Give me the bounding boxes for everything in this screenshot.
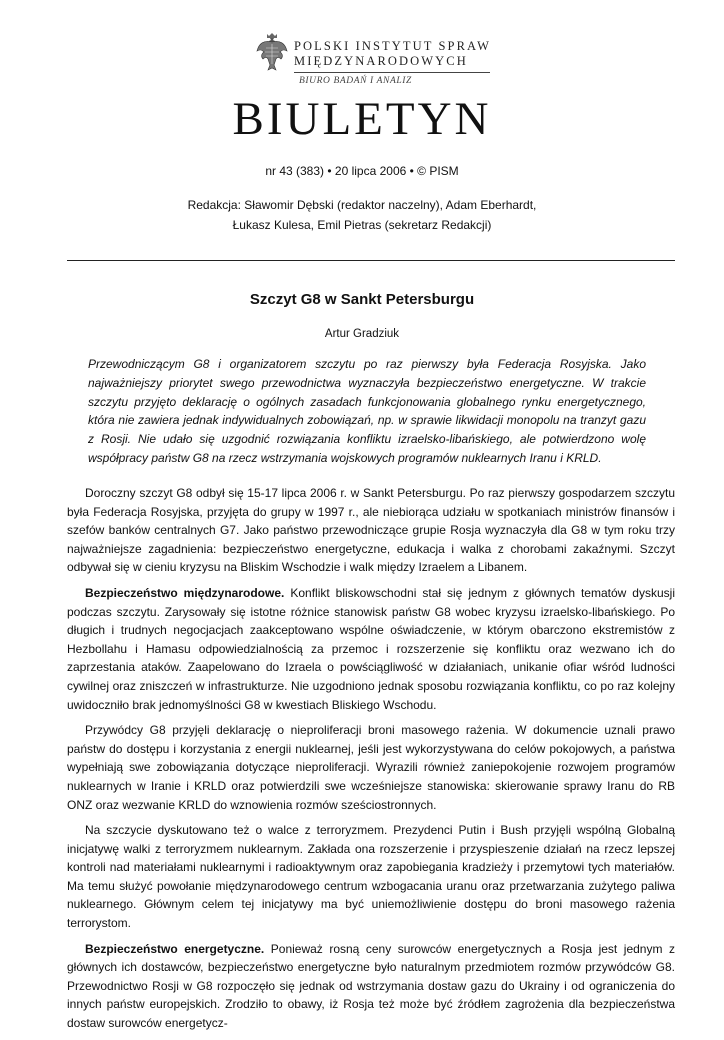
article-abstract: Przewodniczącym G8 i organizatorem szczytu po raz pierwszy była Federacja Rosyjska. Jako najważniejszy priorytet swego przewodnictwa wyznaczyła bezpieczeństwo energetyczne. W trakcie szczytu przyjęto deklarację o ogólnych zasadach funkcjonowania globalnego rynku energetycznego, która nie zawiera jednak indywidualnych zobowiązań, np. w sprawie likwidacji monopolu na tranzyt gazu z Rosji. Nie udało się uzgodnić rozwiązania konfliktu izraelsko-libańskiego, ale potwierdzono wolę współpracy państw G8 na rzecz wstrzymania wojskowych programów nuklearnych Iranu i KRLD. [88, 357, 646, 465]
paragraph-text: Przywódcy G8 przyjęli deklarację o nieproliferacji broni masowego rażenia. W dokumencie uznali prawo państw do dostępu i korzystania z energii nuklearnej, jeśli jest wykorzystywana do celów pokojowych, a państwa wypełniają swe zobowiązania dotyczące nieproliferacji. Wyrazili również zaniepokojenie rozwojem programów nuklearnych w Iranie i KRLD oraz potwierdzili swe wcześniejsze stanowiska: skierowanie sprawy Iranu do RB ONZ oraz wezwanie KRLD do wznowienia rozmów sześciostronnych. [67, 723, 675, 812]
paragraph [67, 484, 675, 577]
institute-name-line2: MIĘDZYNARODOWYCH [294, 54, 468, 68]
article-author: Artur Gradziuk [324, 328, 400, 340]
paragraph [67, 721, 675, 814]
paragraph-lead: Bezpieczeństwo energetyczne. [85, 941, 265, 956]
paragraph-text: Ponieważ rosną ceny surowców energetycznych a Rosja jest jednym z głównych ich dostawców, bezpieczeństwo energetyczne było naturalnym przedmiotem rozmów przywódców G8. Przewodnictwo Rosji w G8 rozpoczęło się jednak od wstrzymania dostaw gazu do Ukrainy i od ograniczenia do innych państw europejskich. Zrodziło to obawy, iż Rosja też może być źródłem zagrożenia dla bezpieczeństwa dostaw surowców energetycz- [67, 941, 675, 1031]
bulletin-title: BIULETYN [232, 93, 492, 145]
polish-eagle-icon [256, 32, 288, 72]
institute-name-line1: POLSKI INSTYTUT SPRAW [294, 39, 492, 53]
issue-info: nr 43 (383) • 20 lipca 2006 • © PISM [265, 164, 459, 178]
paragraph [67, 940, 675, 1033]
institute-logo [252, 30, 492, 92]
paragraph-lead: Bezpieczeństwo międzynarodowe. [85, 585, 285, 600]
paragraph-text: Doroczny szczyt G8 odbył się 15-17 lipca 2006 r. w Sankt Petersburgu. Po raz pierwszy gospodarzem szczytu była Federacja Rosyjska, przyjęta do grupy w 1997 r., ale niebiorąca udziału w spotkaniach ministrów finansów i szefów banków centralnych G7. Jako państwo przewodniczące grupie Rosja wyznaczyła dla G8 w tym roku trzy najważniejsze zagadnienia: bezpieczeństwo energetyczne, edukacja i walka z chorobami zakaźnymi. Szczyt odbywał się w cieniu kryzysu na Bliskim Wschodzie i walk między Izraelem a Libanem. [67, 486, 675, 575]
paragraph [67, 821, 675, 933]
bureau-name: BIURO BADAŃ I ANALIZ [299, 76, 412, 86]
header-divider [67, 260, 675, 261]
editors-line-1: Redakcja: Sławomir Dębski (redaktor naczelny), Adam Eberhardt, [187, 198, 537, 212]
paragraph-text: Na szczycie dyskutowano też o walce z terroryzmem. Prezydenci Putin i Bush przyjęli wspólną Globalną inicjatywę walki z terroryzmem nuklearnym. Zakłada ona rozszerzenie i przyspieszenie działań na rzecz lepszej kontroli nad materiałami nuklearnymi i radioaktywnym oraz zapobiegania kradzieży i przemytowi tych materiałów. Ma temu służyć powołanie międzynarodowego centrum wzbogacania uranu oraz przetwarzania zużytego paliwa nuklearnego. Głównym celem tej inicjatywy ma być uniemożliwienie dostępu do broni masowego rażenia terrorystom. [67, 823, 675, 931]
article-body [67, 484, 675, 1040]
article-title: Szczyt G8 w Sankt Petersburgu [249, 291, 475, 308]
editors-line-2: Łukasz Kulesa, Emil Pietras (sekretarz Redakcji) [232, 218, 492, 232]
paragraph-text: Konflikt bliskowschodni stał się jednym z głównych tematów dyskusji podczas szczytu. Zarysowały się istotne różnice stanowisk państw G8 wobec kryzysu izraelsko-libańskiego. Po długich i trudnych negocjacjach zaakceptowano wspólne oświadczenie, w którym obarczono ekstremistów z Hezbollahu i Hamasu odpowiedzialnością za przemoc i rozszerzenie się konfliktu oraz wezwano ich do zaprzestania ataków. Zaapelowano do Izraela o powściągliwość w działaniach, unikanie ofiar wśród ludności cywilnej oraz zniszczeń w infrastrukturze. Nie uzgodniono jednak sposobu rozwiązania konfliktu, co po raz kolejny uwidoczniło brak jednomyślności G8 w kwestiach Bliskiego Wschodu. [67, 585, 675, 712]
logo-divider [294, 72, 490, 73]
paragraph [67, 584, 675, 714]
editorial-board [0, 195, 724, 235]
